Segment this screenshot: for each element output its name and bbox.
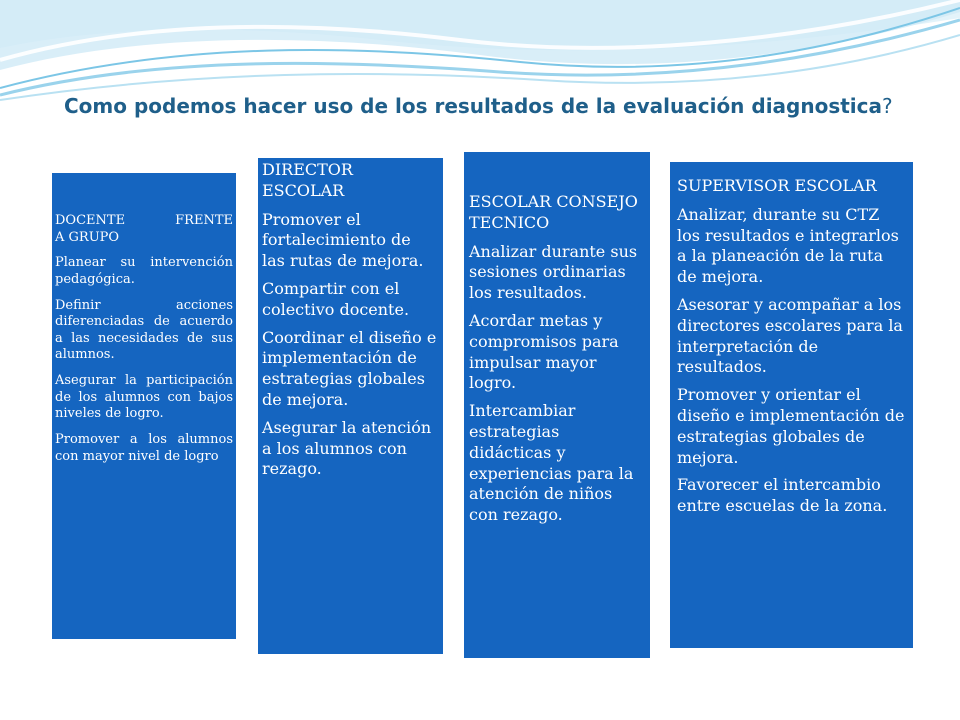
supervisor-item: Asesorar y acompañar a los directores escolares para la interpretación de resultados. bbox=[677, 294, 903, 377]
docente-item: Definir acciones diferenciadas de acuerdo a las necesidades de sus alumnos. bbox=[55, 297, 233, 363]
director-box bbox=[258, 158, 443, 654]
director-item: Promover el fortalecimiento de las rutas de mejora. bbox=[262, 209, 424, 271]
page-title bbox=[64, 94, 924, 118]
title-text: Como podemos hacer uso de los resultados de la evaluación diagnostica bbox=[64, 94, 883, 118]
consejo-heading: ESCOLAR CONSEJO TECNICO bbox=[469, 192, 638, 232]
supervisor-item: Promover y orientar el diseño e implementación de estrategias globales de mejora. bbox=[677, 385, 905, 467]
director-item: Compartir con el colectivo docente. bbox=[262, 278, 410, 319]
consejo-box bbox=[464, 152, 650, 658]
supervisor-heading: SUPERVISOR ESCOLAR bbox=[677, 176, 877, 195]
consejo-item: Acordar metas y compromisos para impulsar mayor logro. bbox=[469, 310, 619, 393]
director-heading: DIRECTOR ESCOLAR bbox=[262, 160, 353, 200]
docente-heading-line2: A GRUPO bbox=[55, 229, 120, 245]
supervisor-item: Analizar, durante su CTZ los resultados e integrarlos a la planeación de la ruta de mejora. bbox=[677, 204, 899, 287]
docente-heading-line1: DOCENTE FRENTE bbox=[55, 213, 233, 228]
docente-item: Asegurar la participación de los alumnos con bajos niveles de logro. bbox=[55, 373, 233, 422]
supervisor-box bbox=[670, 162, 913, 648]
director-item: Asegurar la atención a los alumnos con rezago. bbox=[262, 417, 432, 479]
docente-item: Promover a los alumnos con mayor nivel de logro bbox=[55, 431, 233, 464]
consejo-item: Analizar durante sus sesiones ordinarias los resultados. bbox=[469, 241, 638, 303]
title-question-mark: ? bbox=[882, 94, 893, 118]
docente-item: Planear su intervención pedagógica. bbox=[55, 255, 233, 287]
docente-box bbox=[52, 173, 236, 639]
consejo-item: Intercambiar estrategias didácticas y experiencias para la atención de niños con rezago. bbox=[469, 401, 634, 525]
supervisor-item: Favorecer el intercambio entre escuelas de la zona. bbox=[677, 475, 888, 516]
director-item: Coordinar el diseño e implementación de estrategias globales de mejora. bbox=[262, 327, 437, 409]
